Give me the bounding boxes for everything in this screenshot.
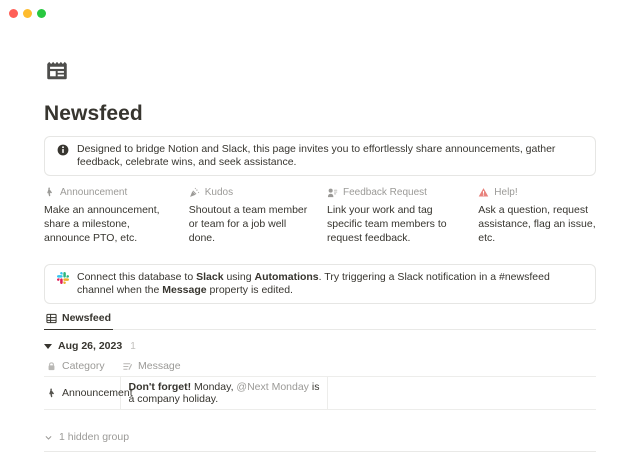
- column-header-message-label: Message: [138, 360, 181, 372]
- cell-empty[interactable]: [327, 377, 596, 410]
- column-help-description[interactable]: Ask a question, request assistance, flag an issue, etc.: [478, 204, 596, 244]
- message-bold-segment: Message: [162, 284, 207, 296]
- info-icon: [57, 144, 69, 156]
- newspaper-icon[interactable]: [44, 57, 70, 83]
- column-announcement-header: [44, 185, 175, 199]
- category-columns: [44, 185, 596, 245]
- party-popper-icon: [189, 187, 200, 198]
- automations-bold-segment: Automations: [254, 271, 319, 283]
- megaphone-icon: [44, 187, 55, 198]
- group-header[interactable]: [44, 339, 596, 353]
- megaphone-icon: [46, 388, 57, 399]
- speaking-head-icon: [327, 187, 338, 198]
- slack-text-segment: using: [223, 271, 255, 283]
- message-text: Monday,: [191, 381, 237, 393]
- page-title[interactable]: Newsfeed: [44, 102, 143, 125]
- info-callout[interactable]: [44, 136, 596, 176]
- column-kudos-header: [189, 185, 313, 199]
- group-count: 1: [130, 340, 136, 352]
- cell-category-label: Announcement: [62, 387, 133, 399]
- column-kudos-description[interactable]: Shoutout a team member or team for a job well done.: [188, 204, 308, 244]
- column-header-category[interactable]: [44, 358, 120, 377]
- column-kudos-label: Kudos: [204, 186, 234, 198]
- select-property-icon: [46, 361, 57, 372]
- view-tab-bar: [44, 310, 596, 330]
- slack-bold-segment: Slack: [196, 271, 224, 283]
- minimize-button[interactable]: [23, 9, 32, 18]
- cell-category[interactable]: [44, 377, 133, 410]
- tab-newsfeed-label: Newsfeed: [62, 312, 112, 324]
- column-feedback-request-label: Feedback Request: [342, 186, 427, 198]
- date-mention[interactable]: @Next Monday: [236, 381, 309, 393]
- tab-newsfeed[interactable]: [44, 310, 113, 330]
- cell-message[interactable]: [120, 377, 327, 410]
- column-feedback-request-header: [327, 185, 464, 199]
- chevron-down-icon: [44, 433, 53, 442]
- column-header-message[interactable]: [120, 358, 596, 377]
- column-help-header: [478, 185, 596, 199]
- slack-icon: [57, 272, 69, 284]
- warning-icon: [478, 187, 489, 198]
- column-feedback-request-description[interactable]: Link your work and tag specific team members to request feedback.: [326, 204, 447, 244]
- close-button[interactable]: [9, 9, 18, 18]
- column-announcement: [44, 185, 175, 245]
- slack-callout-text: [77, 271, 583, 297]
- column-kudos: [189, 185, 313, 245]
- message-text: is a company holiday.: [128, 381, 320, 405]
- hidden-group-toggle[interactable]: [44, 431, 596, 443]
- message-bold-text: Don't forget!: [128, 381, 192, 393]
- table-row[interactable]: [44, 377, 596, 410]
- column-header-category-label: Category: [62, 360, 105, 372]
- table-view-icon: [46, 313, 57, 324]
- hidden-group-label: 1 hidden group: [59, 431, 130, 443]
- column-help: [478, 185, 596, 245]
- group-toggle-icon[interactable]: [44, 344, 52, 349]
- column-feedback-request: [327, 185, 464, 245]
- slack-text-segment: . Try triggering a Slack notification in a #newsfeed channel when the: [77, 271, 550, 296]
- info-callout-text: Designed to bridge Notion and Slack, this page invites you to effortlessly share announcements, gather feedback, celebrate wins, and seek assistance.: [77, 143, 556, 168]
- slack-text-segment: Connect this database to: [77, 271, 197, 283]
- window-controls: [9, 9, 46, 18]
- table-header-row: [44, 358, 596, 377]
- text-property-icon: [122, 361, 133, 372]
- newsfeed-table: [44, 358, 596, 410]
- column-help-label: Help!: [494, 186, 518, 198]
- slack-text-segment: property is edited.: [206, 284, 293, 296]
- group-label: Aug 26, 2023: [58, 340, 123, 352]
- page-content: [44, 0, 596, 452]
- slack-callout[interactable]: [44, 264, 596, 304]
- column-announcement-description[interactable]: Make an announcement, share a milestone, announce PTO, etc.: [44, 204, 160, 244]
- column-announcement-label: Announcement: [60, 186, 128, 198]
